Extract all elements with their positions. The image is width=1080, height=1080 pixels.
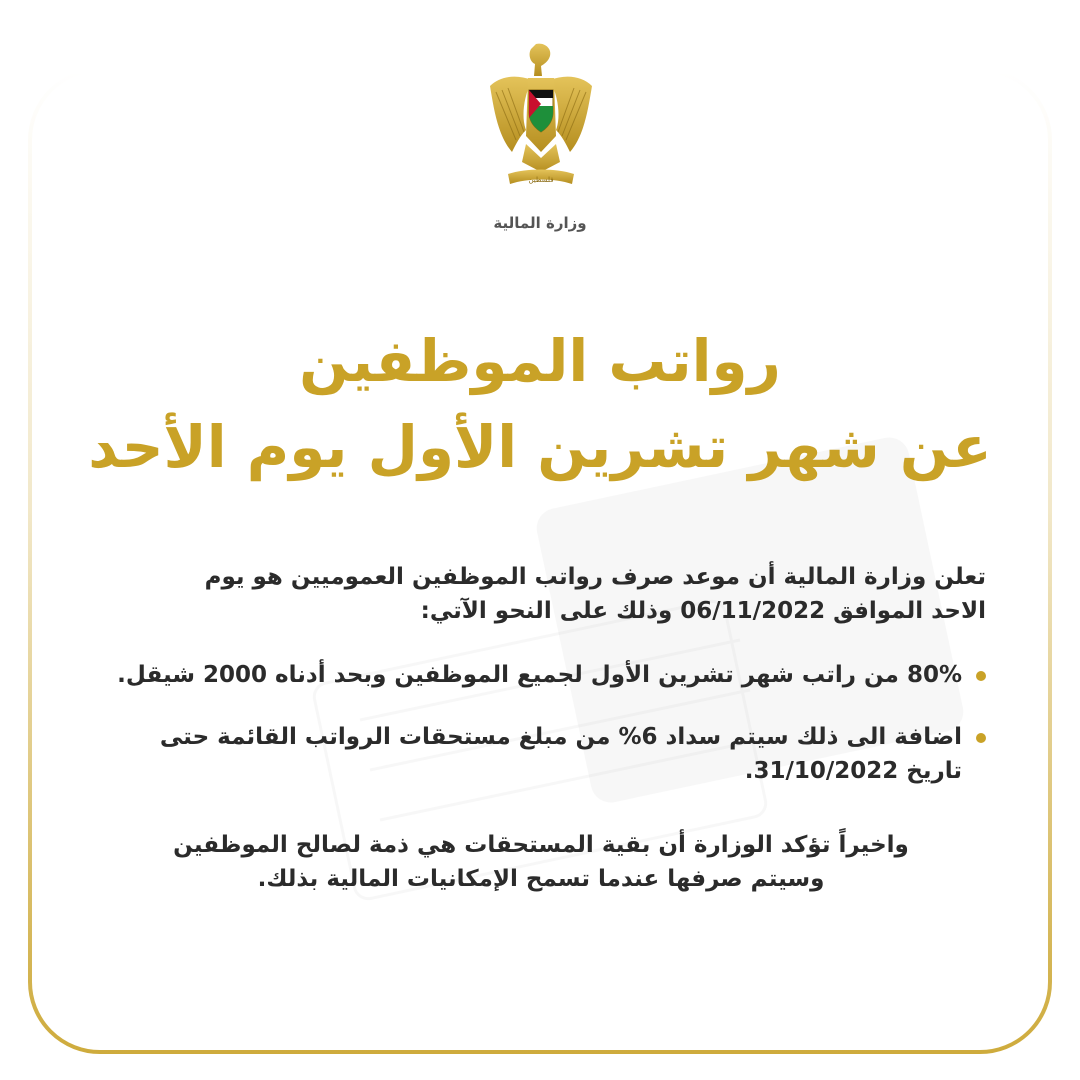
emblem-caption: فلسطين bbox=[528, 176, 554, 184]
list-item bbox=[96, 720, 986, 788]
closing-line-1: واخيراً تؤكد الوزارة أن بقية المستحقات هي ذمة لصالح الموظفين bbox=[173, 832, 909, 858]
bullet-2-line-1: اضافة الى ذلك سيتم سداد 6% من مبلغ مستحقات الرواتب القائمة حتى bbox=[159, 724, 962, 750]
intro-paragraph bbox=[96, 560, 986, 628]
intro-line-2: الاحد الموافق 06/11/2022 وذلك على النحو الآتي: bbox=[420, 598, 986, 624]
announcement-body bbox=[96, 560, 986, 896]
bullet-2-line-2: تاريخ 31/10/2022. bbox=[744, 758, 962, 784]
closing-paragraph bbox=[96, 828, 986, 896]
page-title bbox=[40, 318, 1040, 490]
intro-line-1: تعلن وزارة المالية أن موعد صرف رواتب الموظفين العموميين هو يوم bbox=[204, 564, 986, 590]
title-line-2: عن شهر تشرين الأول يوم الأحد bbox=[88, 413, 992, 481]
closing-line-2: وسيتم صرفها عندما تسمح الإمكانيات المالية بذلك. bbox=[257, 866, 825, 892]
ministry-name: وزارة المالية bbox=[493, 214, 587, 232]
bullet-list bbox=[96, 658, 986, 788]
bullet-dot-icon bbox=[976, 671, 986, 681]
bullet-dot-icon bbox=[976, 733, 986, 743]
palestine-eagle-emblem-icon bbox=[486, 40, 596, 190]
title-line-1: رواتب الموظفين bbox=[299, 327, 781, 395]
list-item bbox=[96, 658, 986, 692]
bullet-1-line-1: 80% من راتب شهر تشرين الأول لجميع الموظفين وبحد أدناه 2000 شيقل. bbox=[117, 662, 962, 688]
